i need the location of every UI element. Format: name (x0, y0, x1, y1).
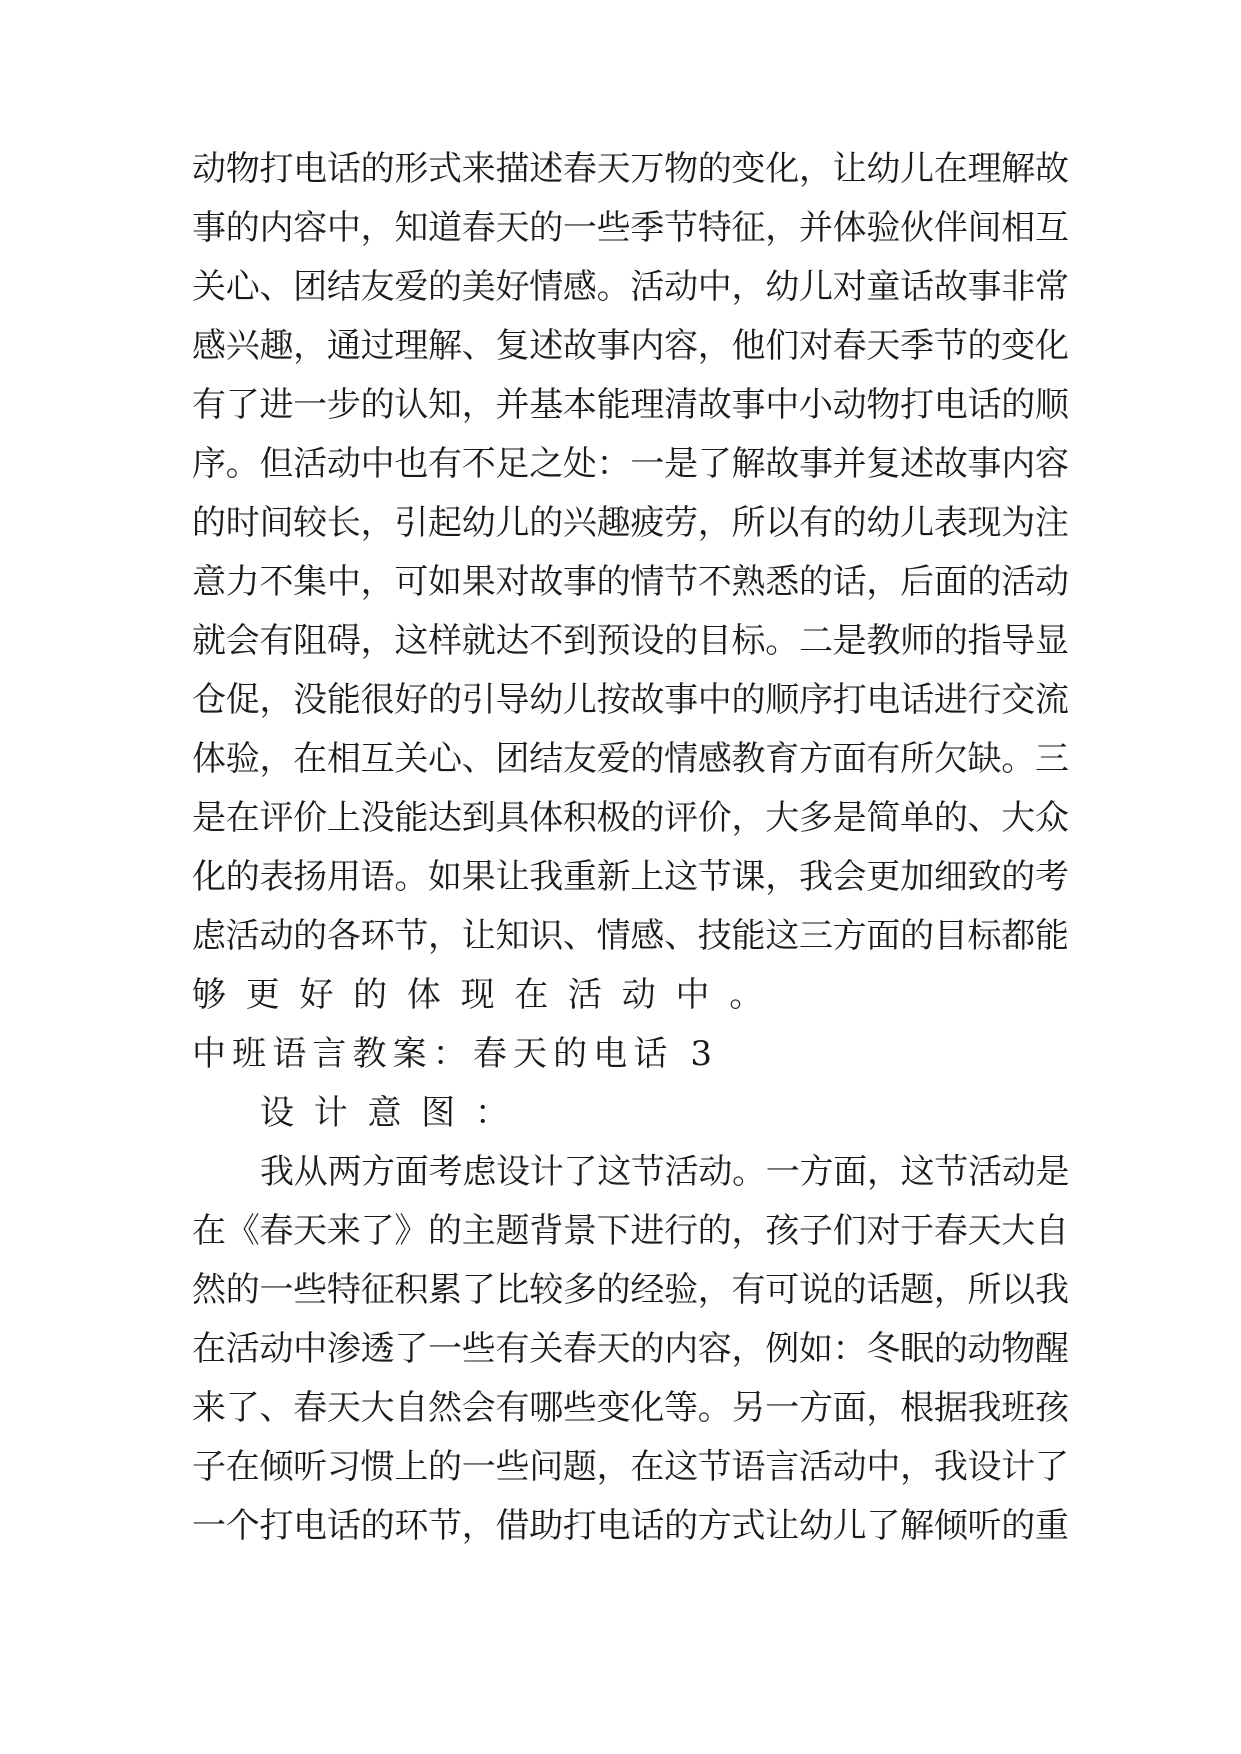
paragraph-1-line: 虑活动的各环节，让知识、情感、技能这三方面的目标都能 (192, 916, 1069, 956)
paragraph-1-line: 关心、团结友爱的美好情感。活动中，幼儿对童话故事非常 (192, 267, 1069, 307)
paragraph-1-line: 动物打电话的形式来描述春天万物的变化，让幼儿在理解故 (192, 149, 1069, 189)
paragraph-2-line: 一个打电话的环节，借助打电话的方式让幼儿了解倾听的重 (192, 1506, 1069, 1546)
paragraph-1-line: 序。但活动中也有不足之处：一是了解故事并复述故事内容 (192, 444, 1069, 484)
paragraph-2-line: 来了、春天大自然会有哪些变化等。另一方面，根据我班孩 (192, 1388, 1069, 1428)
design-intent-label: 设计意图： (260, 1093, 529, 1133)
paragraph-2-line: 在《春天来了》的主题背景下进行的，孩子们对于春天大自 (192, 1211, 1069, 1251)
paragraph-1-line: 事的内容中，知道春天的一些季节特征，并体验伙伴间相互 (192, 208, 1069, 248)
paragraph-1-line: 体验，在相互关心、团结友爱的情感教育方面有所欠缺。三 (192, 739, 1069, 779)
paragraph-2-line: 我从两方面考虑设计了这节活动。一方面，这节活动是 (260, 1152, 1070, 1192)
paragraph-1-line: 的时间较长，引起幼儿的兴趣疲劳，所以有的幼儿表现为注 (192, 503, 1069, 543)
paragraph-1-line: 就会有阻碍，这样就达不到预设的目标。二是教师的指导显 (192, 621, 1069, 661)
paragraph-1-line: 仓促，没能很好的引导幼儿按故事中的顺序打电话进行交流 (192, 680, 1069, 720)
paragraph-1-line: 是在评价上没能达到具体积极的评价，大多是简单的、大众 (192, 798, 1069, 838)
paragraph-1-line: 有了进一步的认知，并基本能理清故事中小动物打电话的顺 (192, 385, 1069, 425)
paragraph-2-line: 子在倾听习惯上的一些问题，在这节语言活动中，我设计了 (192, 1447, 1069, 1487)
paragraph-2-line: 在活动中渗透了一些有关春天的内容，例如：冬眠的动物醒 (192, 1329, 1069, 1369)
section-title: 中班语言教案：春天的电话 3 (192, 1034, 719, 1074)
paragraph-1-line: 意力不集中，可如果对故事的情节不熟悉的话，后面的活动 (192, 562, 1069, 602)
paragraph-2-line: 然的一些特征积累了比较多的经验，有可说的话题，所以我 (192, 1270, 1069, 1310)
paragraph-1-line: 化的表扬用语。如果让我重新上这节课，我会更加细致的考 (192, 857, 1069, 897)
paragraph-1-line: 够更好的体现在活动中。 (192, 975, 783, 1015)
paragraph-1-line: 感兴趣，通过理解、复述故事内容，他们对春天季节的变化 (192, 326, 1069, 366)
